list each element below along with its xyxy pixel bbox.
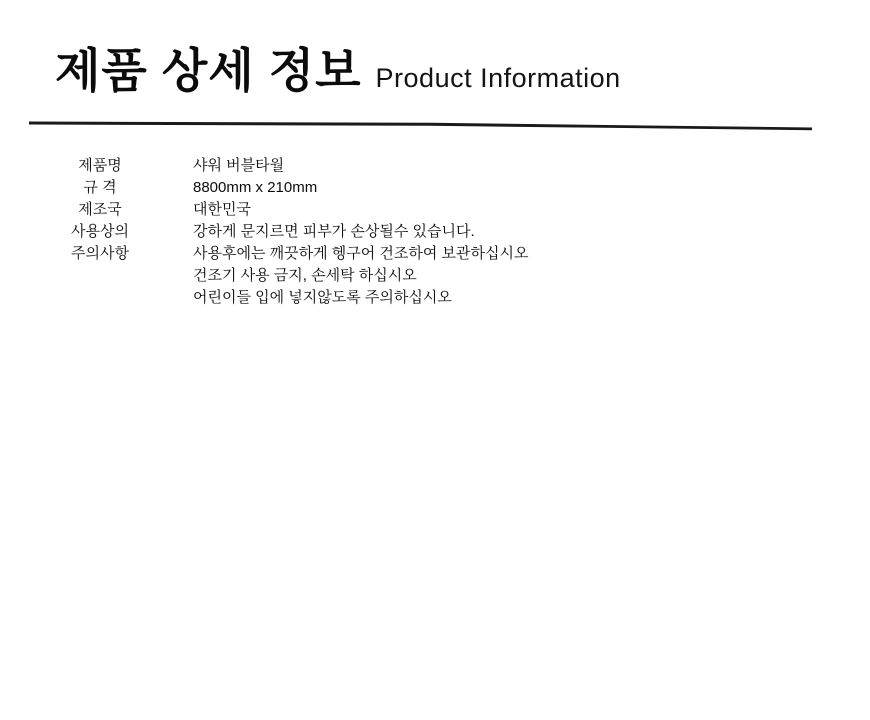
row-value: 8800mm x 210mm <box>193 179 318 196</box>
row-value: 샤워 버블타월 <box>193 157 285 174</box>
page-header <box>55 34 621 101</box>
table-row <box>30 199 528 221</box>
row-label: 사용상의 <box>71 223 129 240</box>
row-label: 제품명 <box>78 157 122 174</box>
row-label <box>30 287 170 309</box>
row-value: 건조기 사용 금지, 손세탁 하십시오 <box>193 267 417 284</box>
row-label: 규 격 <box>83 179 117 196</box>
table-row <box>30 221 528 243</box>
page-title-english: Product Information <box>375 63 621 93</box>
row-value: 사용후에는 깨끗하게 헹구어 건조하여 보관하십시오 <box>193 245 529 262</box>
table-row <box>30 265 528 287</box>
row-label: 주의사항 <box>71 245 129 262</box>
row-label <box>30 265 170 287</box>
row-label: 제조국 <box>78 201 122 218</box>
table-row <box>30 243 528 265</box>
row-value: 어린이들 입에 넣지않도록 주의하십시오 <box>193 289 452 306</box>
table-row <box>30 155 528 177</box>
page-title-korean: 제품 상세 정보 <box>55 44 362 97</box>
row-value: 대한민국 <box>193 201 251 218</box>
table-row <box>30 177 528 199</box>
table-row <box>30 287 528 309</box>
product-info-table <box>30 155 528 309</box>
row-value: 강하게 문지르면 피부가 손상될수 있습니다. <box>193 223 475 240</box>
